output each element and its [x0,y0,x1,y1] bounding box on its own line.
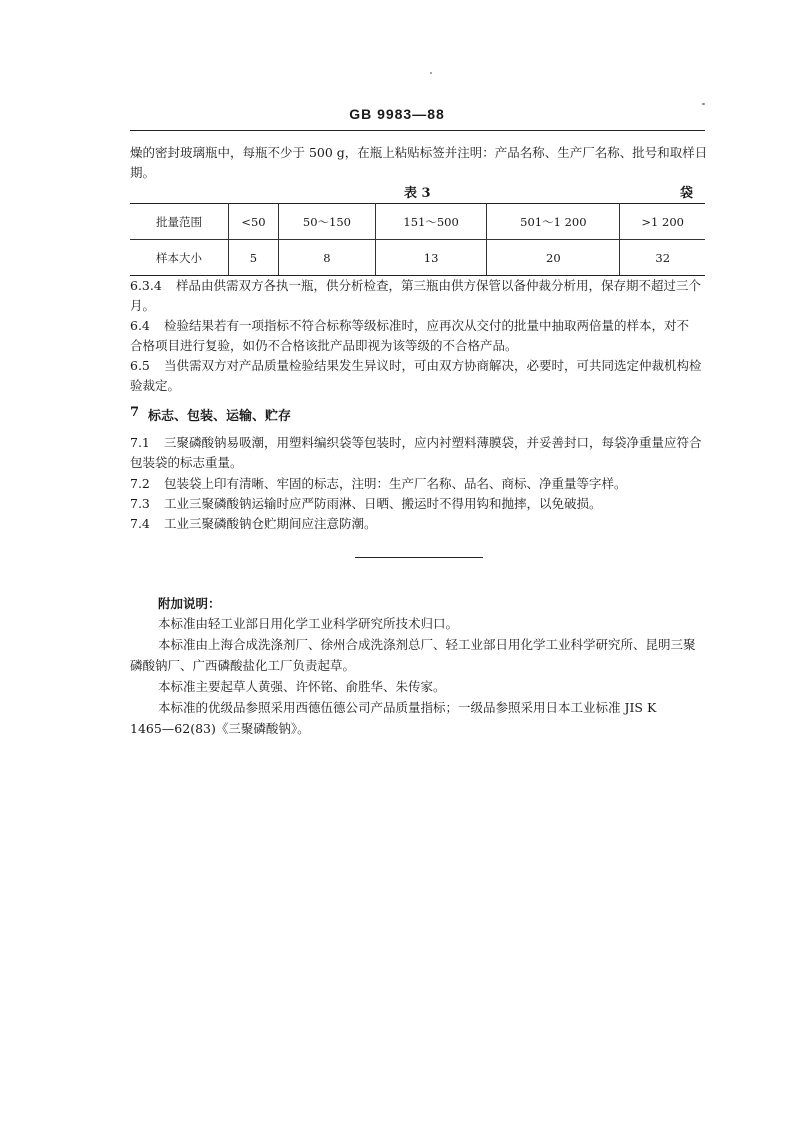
section-number: 7.2 [130,476,150,491]
table-cell: >1 200 [620,204,705,240]
section-number: 7 [130,405,140,420]
section-number: 6.4 [130,318,150,333]
section-number: 7.1 [130,435,150,450]
section-number: 7.4 [130,516,150,531]
section-6-4-text-cont: 合格项目进行复验，如仍不合格该批产品即视为该等级的不合格产品。 [130,338,518,353]
section-number: 6.3.4 [130,278,162,293]
scan-speck [702,103,705,105]
section-7-1-text-cont: 包装袋的标志重量。 [130,455,243,470]
table-cell: 批量范围 [130,204,229,240]
notes-paragraph: 本标准由上海合成洗涤剂厂、徐州合成洗涤剂总厂、轻工业部日用化学工业科学研究所、昆明三聚 [158,637,696,652]
section-6-5-text: 当供需双方对产品质量检验结果发生异议时，可由双方协商解决，必要时，可共同选定仲裁机构检 [164,358,702,373]
table-cell: 样本大小 [130,240,229,276]
section-7-2-text: 包装袋上印有清晰、牢固的标志，注明：生产厂名称、品名、商标、净重量等字样。 [164,476,627,491]
table-cell: 151～500 [375,204,486,240]
table-unit: 袋 [680,186,694,201]
notes-paragraph: 本标准由轻工业部日用化学工业科学研究所技术归口。 [158,616,459,631]
section-6-4-text: 检验结果若有一项指标不符合标称等级标准时，应再次从交付的批量中抽取两倍量的样本，对不 [164,318,690,333]
notes-paragraph-cont: 磷酸钠厂、广西磷酸盐化工厂负责起草。 [130,658,356,673]
section-7-3-text: 工业三聚磷酸钠运输时应严防雨淋、日晒、搬运时不得用钩和抛摔，以免破损。 [164,496,602,511]
sampling-table [130,203,705,276]
notes-paragraph-cont: 1465—62(83)《三聚磷酸钠》。 [130,721,310,736]
section-7-4-text: 工业三聚磷酸钠仓贮期间应注意防潮。 [164,516,377,531]
notes-title: 附加说明： [158,596,221,611]
section-6-3-4-text-cont: 月。 [130,298,156,313]
section-6-5-text-cont: 验裁定。 [130,378,181,393]
notes-paragraph: 本标准的优级品参照采用西德伍德公司产品质量指标；一级品参照采用日本工业标准 JIS K [158,700,657,715]
notes-paragraph: 本标准主要起草人黄强、许怀铭、俞胜华、朱传家。 [158,679,446,694]
scan-speck [430,72,432,74]
table-cell: <50 [229,204,279,240]
end-divider [355,557,483,558]
standard-code-header: GB 9983—88 [349,106,445,122]
table-row [130,240,705,276]
table-cell: 13 [375,240,486,276]
section-number: 7.3 [130,496,150,511]
table-cell: 32 [620,240,705,276]
section-number: 6.5 [130,358,150,373]
intro-line-1: 燥的密封玻璃瓶中，每瓶不少于 500 g，在瓶上粘贴标签并注明：产品名称、生产厂名称、批号和取样日 [130,145,708,160]
header-rule [130,130,705,131]
table-cell: 8 [278,240,375,276]
table-cell: 20 [487,240,620,276]
intro-line-2: 期。 [130,165,156,180]
table-cell: 50～150 [278,204,375,240]
section-7-1-text: 三聚磷酸钠易吸潮，用塑料编织袋等包装时，应内衬塑料薄膜袋，并妥善封口，每袋净重量应符合 [164,435,702,450]
table-row [130,204,705,240]
table-cell: 5 [229,240,279,276]
section-6-3-4-text: 样品由供需双方各执一瓶，供分析检查，第三瓶由供方保管以备仲裁分析用，保存期不超过三个 [176,278,702,293]
section-7-heading: 标志、包装、运输、贮存 [148,409,292,424]
table-caption: 表 3 [404,186,431,201]
table-cell: 501～1 200 [487,204,620,240]
